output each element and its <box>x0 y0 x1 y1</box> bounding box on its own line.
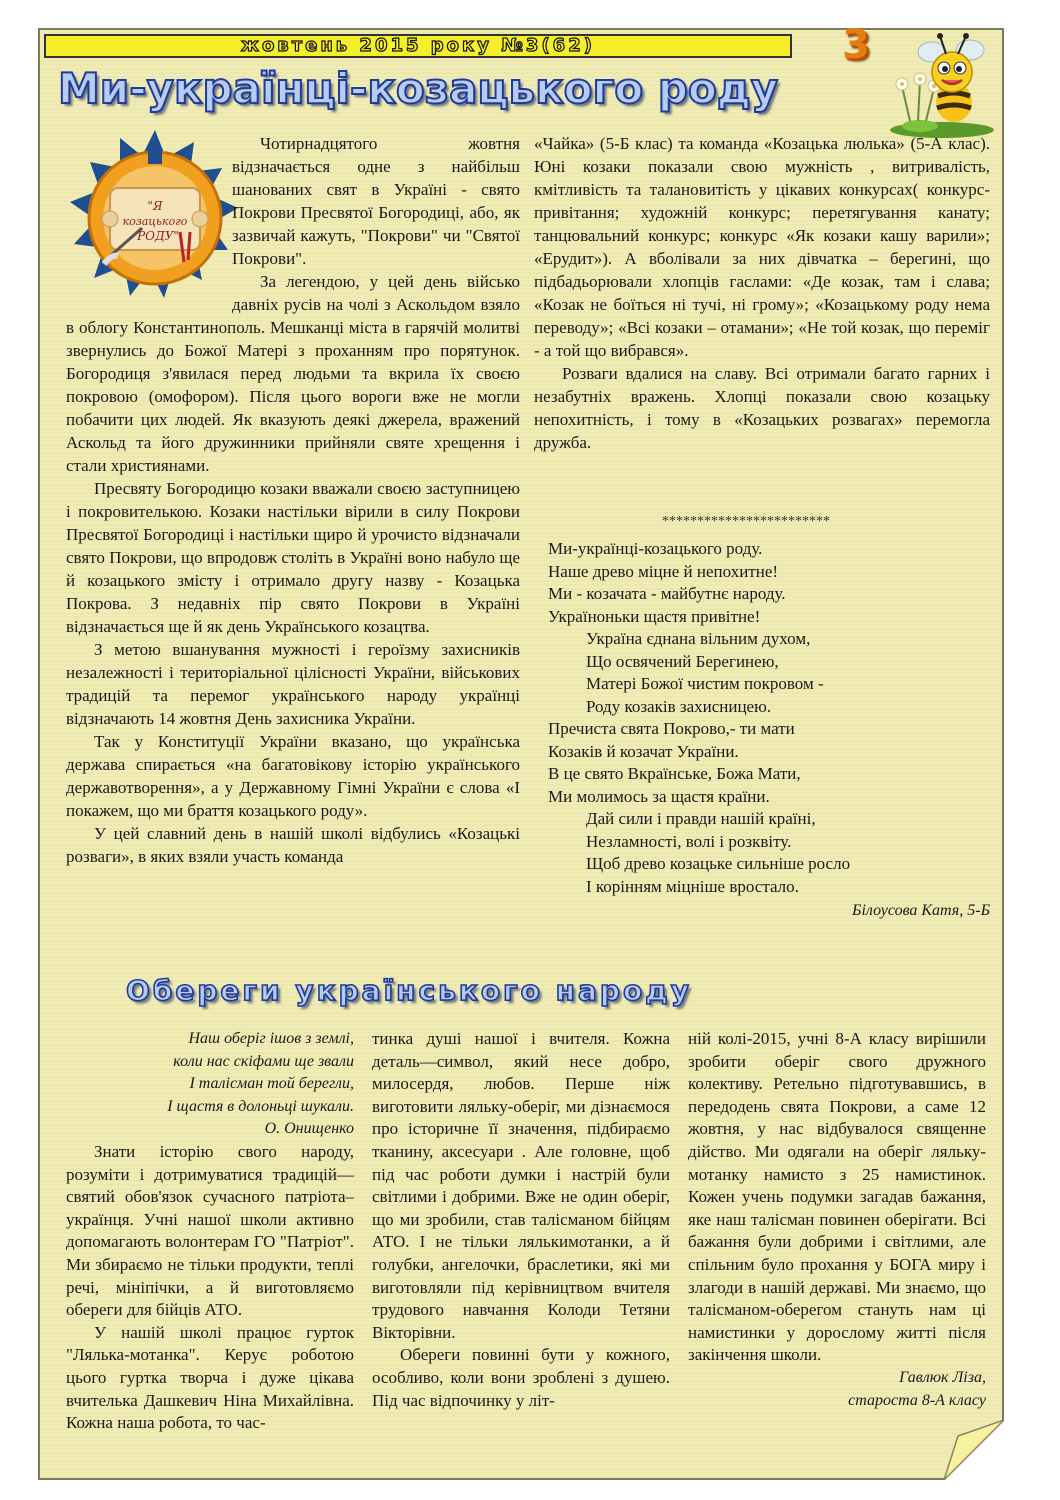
paragraph: «Чайка» (5-Б клас) та команда «Козацька люлька» (5-А клас). Юні козаки показали свою мужність , витривалість, кмітливість та талановитість у цікавих конкурсах( конкурс-привітання; художній конкурс; перетягування канату; танцювальний конкурс; конкурс «Як козаки кашу варили»; «Ерудит»). А вболівали за них дівчатка – берегині, що підбадьорювали хлопців гаслами: «Де козак, там і слава; «Козак не боїться ні тучі, ні грому»; «Козацькому роду нема переводу»; «Всі козаки – отамани»; «Не той козак, що переміг - а той що вибрався». <box>534 134 990 360</box>
poem-line: Дай сили і правди нашій країні, <box>586 809 816 828</box>
section-divider: ************************ <box>662 514 830 529</box>
article2-column-2 <box>372 1028 670 1412</box>
paragraph: З метою вшанування мужності і героїзму захисників незалежності і територіальної цілісності України, військових традицій та перемог українського народу українці відзначають 14 жовтня День захисника України. <box>66 640 520 728</box>
svg-text:"Я: "Я <box>147 199 163 213</box>
author-role: староста 8-А класу <box>848 1391 986 1409</box>
epigraph-line: І талісман той берегли, <box>189 1075 354 1093</box>
poem-line: В це свято Вкраїнське, Божа Мати, <box>548 764 801 783</box>
page-curl-corner <box>944 1420 1004 1480</box>
poem-line: Україноньки щастя привітне! <box>548 606 761 626</box>
paragraph: Чотирнадцятого жовтня відзначається одне з найбільш шанованих свят в Україні - свято Покрови Пресвятої Богородиці, або, як зазвичай кажуть, "Покрови" чи "Святої Покрови". <box>232 134 520 268</box>
paragraph: тинка душі нашої і вчителя. Кожна деталь—символ, який несе добро, милосердя, любов. Перше ніж виготовити ляльку-оберіг, ми дізнаємося про історичне її значення, підбираємо тканину, аксесуари . Але головне, щоб під час роботи думки і настрій були світлими і добрими. Вже не один оберіг, що ми зробили, став талісманом бійцям АТО. І не тільки лялькимотанки, а й голубки, ангелочки, браслетики, які ми виготовляли під керівництвом вчителя трудового навчання Колоди Тетяни Вікторівни. <box>372 1029 670 1342</box>
paragraph: У цей славний день в нашій школі відбулись «Козацькі розваги», в яких взяли участь команда <box>66 824 520 866</box>
poem-line: Матері Божої чистим покровом - <box>586 674 824 693</box>
poem-line: Що освячений Берегинею, <box>586 651 779 671</box>
poem-line: Ми молимось за щастя країни. <box>548 786 770 806</box>
epigraph-line: коли нас скіфами ще звали <box>173 1052 354 1070</box>
poem-line: Роду козаків захисницею. <box>586 696 772 716</box>
poem-line: Козаків й козачат України. <box>548 741 739 761</box>
article-title: Ми-українці-козацького роду <box>58 64 779 113</box>
poem-line: І корінням міцніше вростало. <box>586 876 799 896</box>
paragraph: Обереги повинні бути у кожного, особливо, коли вони зроблені з душею. Під час відпочинку у літ- <box>372 1345 670 1410</box>
poem-line: Ми - козачата - майбутнє народу. <box>548 584 786 603</box>
emblem-spacer <box>66 132 232 300</box>
paragraph: За легендою, у цей день військо давніх русів на чолі з Аскольдом взяло в облогу Константинополь. Мешканці міста в гарячій молитві звернулись до Божої Матері з проханням про порятунок. Богородиця з'явилася перед людьми та вкрила їх своєю покровою (омофором). Після цього вороги вже не могли побачити цих людей. Як вказують деякі джерела, вражений Аскольд та його дружинники прийняли святе хрещення і стали християнами. <box>66 272 520 475</box>
svg-text:РОДУ": РОДУ" <box>137 229 179 243</box>
article-column-2 <box>534 132 990 454</box>
article-column-1 <box>66 132 520 868</box>
epigraph-line: І щастя в долоньці шукали. <box>167 1097 354 1115</box>
article-title: Обереги українського народу <box>126 974 693 1007</box>
poem-line: Незламності, волі і розквіту. <box>586 831 792 851</box>
poem-line: Наше древо міцне й непохитне! <box>548 561 779 581</box>
paragraph: ній колі-2015, учні 8-А класу вирішили зробити оберіг свого дружного колективу. Ретельно підготувавшись, в передодень свята Покрови, а саме 12 жовтня, у нас відбувалося священне дійство. Ми одягали на оберіг ляльку-мотанку намисто з 25 намистинок. Кожен учень подумки загадав бажання, яке наш талісман повинен оберігати. Всі бажання були добрими і світлими, але спільним було прохання у БОГА миру і злагоди в нашій державі. Ми знаємо, що талісманом-оберегом стануть нам ці намистинки у дорослому житті після закінчення школи. <box>688 1029 986 1365</box>
poem-line: Пречиста свята Покрово,- ти мати <box>548 719 795 738</box>
bee-mascot-icon <box>880 26 1000 138</box>
svg-text:козацького: козацького <box>122 215 188 228</box>
issue-dateline: жовтень 2015 року №3(62) <box>44 34 792 58</box>
poem-line: Україна єднана вільним духом, <box>586 629 811 648</box>
epigraph-author: О. Онищенко <box>264 1120 354 1138</box>
paragraph: Розваги вдалися на славу. Всі отримали багато гарних і незабутніх вражень. Хлопці показали свою козацьку непохитність, і тому в «Козацьких розвагах» перемогла дружба. <box>534 364 990 452</box>
paragraph: Пресвяту Богородицю козаки вважали своєю заступницею і покровителькою. Козаки настільки вірили в силу Покрови Пресвятої Богородиці і настільки щиро й урочисто відзначали свято Покрови, що впродовж століть в Україні воно набуло ще й козацького змісту і отримало другу назву - Козацька Покрова. З недавніх пір свято Покрови в Україні відзначається ще й як день Українського козацтва. <box>66 479 520 636</box>
paragraph: У нашій школі працює гурток "Лялька-мотанка". Керує роботою цього гуртка творча і дуже цікава вчителька Дашкевич Ніна Михайлівна. Кожна наша робота, то час- <box>66 1322 354 1433</box>
article2-column-1 <box>66 1028 354 1435</box>
paragraph: Знати історію свого народу, розуміти і дотримуватися традицій—святий обов'язок сучасного патріота–українця. Учні нашої школи активно допомагають волонтерам ГО "Патріот". Ми збираємо не тільки продукти, теплі речі, мініпічки, а й виготовляємо обереги для бійців АТО. <box>66 1141 354 1320</box>
article2-column-3 <box>688 1028 986 1412</box>
paragraph: Так у Конституції України вказано, що українська держава спирається «на багатовікову історію українського державотворення», а у Державному Гімні України є слова «І покажем, що ми браття козацького роду». <box>66 732 520 820</box>
author-signature: Гавлюк Ліза, <box>899 1368 986 1386</box>
poem <box>548 538 998 898</box>
poem-line: Щоб древо козацьке сильніше росло <box>586 854 851 873</box>
page-number: 3 <box>842 22 870 68</box>
author-signature: Білоусова Катя, 5-Б <box>852 902 990 919</box>
poem-line: Ми-українці-козацького роду. <box>548 539 763 558</box>
epigraph-line: Наш оберіг ішов з землі, <box>188 1030 354 1047</box>
